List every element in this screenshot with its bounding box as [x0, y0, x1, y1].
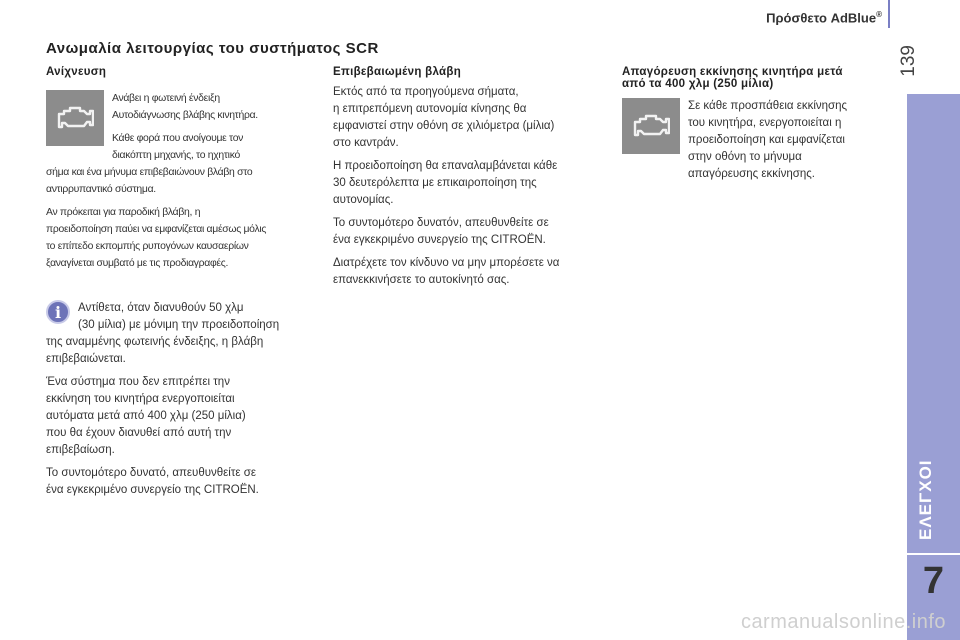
start-ban-section	[622, 66, 884, 189]
confirmed-text-1d: στο καντράν.	[333, 137, 399, 149]
section-title: Πρόσθετο AdBlue®	[766, 10, 882, 26]
confirmed-title: Επιβεβαιωμένη βλάβη	[333, 66, 462, 78]
confirmed-text-2b: 30 δευτερόλεπτα με επικαιροποίηση της	[333, 177, 537, 189]
info-text-3b: ένα εγκεκριμένο συνεργείο της CITROËN.	[46, 484, 259, 496]
watermark: carmanualsonline.info	[740, 611, 946, 633]
confirmed-text-2c: αυτονομίας.	[333, 194, 394, 206]
confirmed-text-1b: η επιτρεπόμενη αυτονομία κίνησης θα	[333, 103, 527, 115]
engine-warning-icon	[622, 98, 680, 154]
detection-text-2c: σήμα και ένα μήνυμα επιβεβαιώνουν βλάβη στο	[46, 167, 253, 178]
detection-text-3d: ξαναγίνεται συμβατό με τις προδιαγραφές.	[46, 258, 229, 269]
info-text-2e: επιβεβαίωση.	[46, 444, 115, 456]
info-note	[46, 300, 322, 499]
detection-line-2: Αυτοδιάγνωσης βλάβης κινητήρα.	[112, 110, 258, 121]
page-number: 139	[898, 45, 919, 77]
confirmed-text-1c: εμφανιστεί στην οθόνη σε χιλιόμετρα (μίλια)	[333, 120, 555, 132]
info-text-2a: Ένα σύστημα που δεν επιτρέπει την	[46, 376, 230, 388]
detection-text-3c: το επίπεδο εκπομπής ρυπογόνων καυσαερίων	[46, 241, 249, 252]
confirmed-text-3a: Το συντομότερο δυνατόν, απευθυνθείτε σε	[333, 217, 549, 229]
info-text-1b: (30 μίλια) με μόνιμη την προειδοποίηση	[78, 319, 280, 331]
info-text-1d: επιβεβαιώνεται.	[46, 353, 126, 365]
info-text-3a: Το συντομότερο δυνατό, απευθυνθείτε σε	[46, 467, 256, 479]
chapter-label: ΕΛΕΓΧΟΙ	[916, 459, 935, 541]
chapter-tab-divider	[907, 553, 960, 555]
header-divider	[888, 0, 890, 28]
start-ban-line-2: του κινητήρα, ενεργοποιείται η	[688, 117, 842, 129]
page-heading: Ανωμαλία λειτουργίας του συστήματος SCR	[46, 40, 379, 57]
start-ban-line-4: στην οθόνη το μήνυμα	[688, 151, 802, 163]
info-text-2d: που θα έχουν διανυθεί από αυτή την	[46, 427, 232, 439]
registered-mark: ®	[876, 10, 882, 19]
start-ban-line-5: απαγόρευσης εκκίνησης.	[688, 168, 815, 180]
start-ban-title-a: Απαγόρευση εκκίνησης κινητήρα μετά	[622, 66, 843, 78]
chapter-tab	[907, 94, 960, 640]
confirmed-text-4b: επανεκκινήσετε το αυτοκίνητό σας.	[333, 274, 510, 286]
detection-text-2a: Κάθε φορά που ανοίγουμε τον	[112, 133, 244, 144]
info-text-1a: Αντίθετα, όταν διανυθούν 50 χλμ	[78, 302, 244, 314]
confirmed-text-3b: ένα εγκεκριμένο συνεργείο της CITROËN.	[333, 234, 546, 246]
info-text-1c: της αναμμένης φωτεινής ένδειξης, η βλάβη	[46, 336, 264, 348]
detection-title: Ανίχνευση	[46, 66, 107, 78]
info-text-2b: εκκίνηση του κινητήρα ενεργοποιείται	[46, 393, 235, 405]
detection-text-2d: αντιρρυπαντικό σύστημα.	[46, 184, 156, 195]
confirmed-text-4a: Διατρέχετε τον κίνδυνο να μην μπορέσετε να	[333, 257, 560, 269]
start-ban-line-3: προειδοποίηση και εμφανίζεται	[688, 134, 845, 146]
start-ban-title-b: από τα 400 χλμ (250 μίλια)	[622, 78, 774, 90]
detection-line-1: Ανάβει η φωτεινή ένδειξη	[112, 93, 220, 104]
engine-warning-icon	[46, 90, 104, 146]
detection-text-3b: προειδοποίηση παύει να εμφανίζεται αμέσως μόλις	[46, 224, 267, 235]
chapter-number: 7	[922, 560, 945, 602]
start-ban-line-1: Σε κάθε προσπάθεια εκκίνησης	[688, 100, 848, 112]
confirmed-text-1a: Εκτός από τα προηγούμενα σήματα,	[333, 86, 519, 98]
confirmed-section	[333, 66, 603, 295]
detection-section	[46, 66, 322, 505]
detection-text-3a: Αν πρόκειται για παροδική βλάβη, η	[46, 207, 201, 218]
detection-text-2b: διακόπτη μηχανής, το ηχητικό	[112, 150, 240, 161]
confirmed-text-2a: Η προειδοποίηση θα επαναλαμβάνεται κάθε	[333, 160, 558, 172]
info-text-2c: αυτόματα μετά από 400 χλμ (250 μίλια)	[46, 410, 246, 422]
info-icon: i	[46, 300, 70, 324]
